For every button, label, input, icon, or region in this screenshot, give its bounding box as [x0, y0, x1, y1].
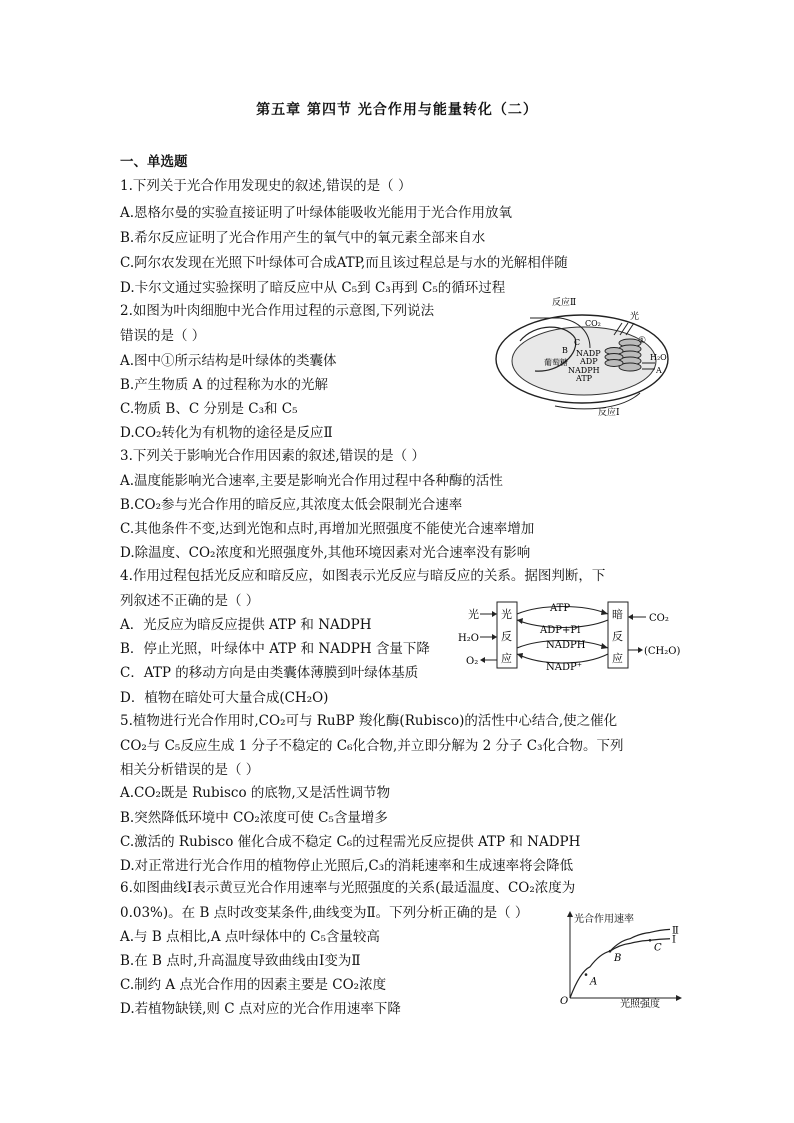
ch2o-output-label: (CH₂O) — [644, 646, 681, 657]
light-curve-chart — [558, 908, 688, 1008]
question-5-stem: 5.植物进行光合作用时,CO₂可与 RuBP 羧化酶(Rubisco)的活性中心结合,使之催化 — [120, 713, 618, 729]
curve-point-C-label: C — [654, 942, 662, 954]
question-3-option-D: D.除温度、CO₂浓度和光照强度外,其他环境因素对光合速率没有影响 — [120, 545, 531, 561]
origin-label: O — [560, 996, 569, 1007]
circle-1-label: ① — [638, 336, 647, 346]
co2-label: CO₂ — [585, 319, 601, 328]
question-1-stem: 1.下列关于光合作用发现史的叙述,错误的是（ ） — [120, 178, 412, 194]
o2-output-label: O₂ — [466, 656, 479, 667]
a-label: A — [656, 366, 662, 375]
question-6-option-C: C.制约 A 点光合作用的因素主要是 CO₂浓度 — [120, 977, 387, 993]
question-5-option-B: B.突然降低环境中 CO₂浓度可使 C₅含量增多 — [120, 810, 388, 826]
question-2-option-A: A.图中①所示结构是叶绿体的类囊体 — [120, 353, 337, 369]
nadph-label: NADPH — [546, 640, 586, 651]
question-1-option-B: B.希尔反应证明了光合作用产生的氧气中的氧元素全部来自水 — [120, 230, 486, 246]
c-label: C — [574, 338, 581, 347]
y-axis-arrow — [567, 911, 573, 917]
question-5-option-A: A.CO₂既是 Rubisco 的底物,又是活性调节物 — [120, 785, 391, 801]
b-label: B — [562, 346, 568, 355]
nadp-label: NADP — [576, 349, 601, 358]
curve-point-B — [609, 950, 612, 953]
page-title: 第五章 第四节 光合作用与能量转化（二） — [256, 102, 538, 118]
curve-point-C — [649, 939, 652, 942]
question-6-stem: 0.03%)。在 B 点时改变某条件,曲线变为Ⅱ。下列分析正确的是（ ） — [120, 905, 529, 921]
adp-label: ADP — [580, 357, 598, 366]
h2o-input-label: H₂O — [458, 633, 479, 644]
question-4-option-B: B．停止光照，叶绿体中 ATP 和 NADPH 含量下降 — [120, 641, 430, 657]
co2-input-label: CO₂ — [649, 613, 669, 624]
y-axis-label: 光合作用速率 — [574, 914, 634, 925]
question-5-option-C: C.激活的 Rubisco 催化合成不稳定 C₆的过程需光反应提供 ATP 和 NADPH — [120, 834, 581, 850]
question-2-stem: 错误的是（ ） — [120, 328, 206, 344]
light-box-char-1: 光 — [501, 608, 512, 621]
x-axis-label: 光照强度 — [620, 999, 660, 1008]
question-6-option-B: B.在 B 点时,升高温度导致曲线由Ⅰ变为Ⅱ — [120, 953, 361, 969]
reaction-2-label: 反应Ⅱ — [552, 298, 577, 308]
section-heading: 一、单选题 — [120, 154, 188, 170]
question-3-option-A: A.温度能影响光合速率,主要是影响光合作用过程中各种酶的活性 — [120, 473, 503, 489]
curve-series-1-label: Ⅰ — [672, 934, 676, 946]
question-3-option-C: C.其他条件不变,达到光饱和点时,再增加光照强度不能使光合速率增加 — [120, 521, 535, 537]
question-1-option-C: C.阿尔农发现在光照下叶绿体可合成ATP,而且该过程总是与水的光解相伴随 — [120, 255, 568, 271]
question-5-option-D: D.对正常进行光合作用的植物停止光照后,C₃的消耗速率和生成速率将会降低 — [120, 858, 574, 874]
question-1-option-A: A.恩格尔曼的实验直接证明了叶绿体能吸收光能用于光合作用放氧 — [120, 205, 513, 221]
light-input-label: 光 — [468, 608, 479, 621]
curve-point-A — [585, 973, 588, 976]
question-4-option-C: C．ATP 的移动方向是由类囊体薄膜到叶绿体基质 — [120, 665, 419, 681]
reaction-1-label: 反应Ⅰ — [598, 408, 620, 418]
question-1-option-D: D.卡尔文通过实验探明了暗反应中从 C₅到 C₃再到 C₅的循环过程 — [120, 280, 506, 296]
question-5-stem: CO₂与 C₅反应生成 1 分子不稳定的 C₆化合物,并立即分解为 2 分子 C₃化合物。下列 — [120, 738, 624, 754]
question-5-stem: 相关分析错误的是（ ） — [120, 762, 260, 778]
question-2-option-B: B.产生物质 A 的过程称为水的光解 — [120, 377, 329, 393]
curve-series-2-label: Ⅱ — [672, 925, 679, 937]
glucose-label: 葡萄糖 — [544, 358, 568, 367]
adp-pi-label: ADP+Pi — [540, 625, 581, 636]
dark-box-char-2: 反 — [612, 630, 623, 643]
question-6-option-D: D.若植物缺镁,则 C 点对应的光合作用速率下降 — [120, 1001, 401, 1017]
light-box-char-2: 反 — [501, 630, 512, 643]
light-box-char-3: 应 — [501, 652, 512, 665]
dark-box-char-1: 暗 — [612, 608, 623, 621]
x-axis-arrow — [676, 995, 682, 1001]
light-label: 光 — [630, 312, 640, 322]
question-6-stem: 6.如图曲线Ⅰ表示黄豆光合作用速率与光照强度的关系(最适温度、CO₂浓度为 — [120, 880, 576, 896]
question-3-stem: 3.下列关于影响光合作用因素的叙述,错误的是（ ） — [120, 448, 425, 464]
chloroplast-diagram — [490, 293, 690, 418]
atp-label: ATP — [550, 603, 571, 614]
question-4-stem: 列叙述不正确的是（ ） — [120, 593, 260, 609]
curve-point-A-label: A — [590, 976, 598, 988]
curve-point-B-label: B — [614, 953, 622, 965]
nadph-label: NADPH — [568, 366, 600, 375]
question-2-option-D: D.CO₂转化为有机物的途径是反应Ⅱ — [120, 425, 333, 441]
question-3-option-B: B.CO₂参与光合作用的暗反应,其浓度太低会限制光合速率 — [120, 497, 463, 513]
question-4-stem: 4.作用过程包括光反应和暗反应，如图表示光反应与暗反应的关系。据图判断，下 — [120, 568, 606, 584]
question-2-stem: 2.如图为叶肉细胞中光合作用过程的示意图,下列说法 — [120, 303, 435, 319]
reaction-scheme-diagram — [456, 600, 696, 672]
atp-label: ATP — [576, 374, 593, 383]
nadp-plus-label: NADP⁺ — [546, 662, 582, 672]
question-6-option-A: A.与 B 点相比,A 点叶绿体中的 C₅含量较高 — [120, 929, 380, 945]
dark-box-char-3: 应 — [612, 652, 623, 665]
question-4-option-A: A．光反应为暗反应提供 ATP 和 NADPH — [120, 617, 372, 633]
question-2-option-C: C.物质 B、C 分别是 C₃和 C₅ — [120, 401, 298, 417]
h2o-label: H₂O — [650, 353, 667, 362]
question-4-option-D: D．植物在暗处可大量合成(CH₂O) — [120, 690, 329, 706]
